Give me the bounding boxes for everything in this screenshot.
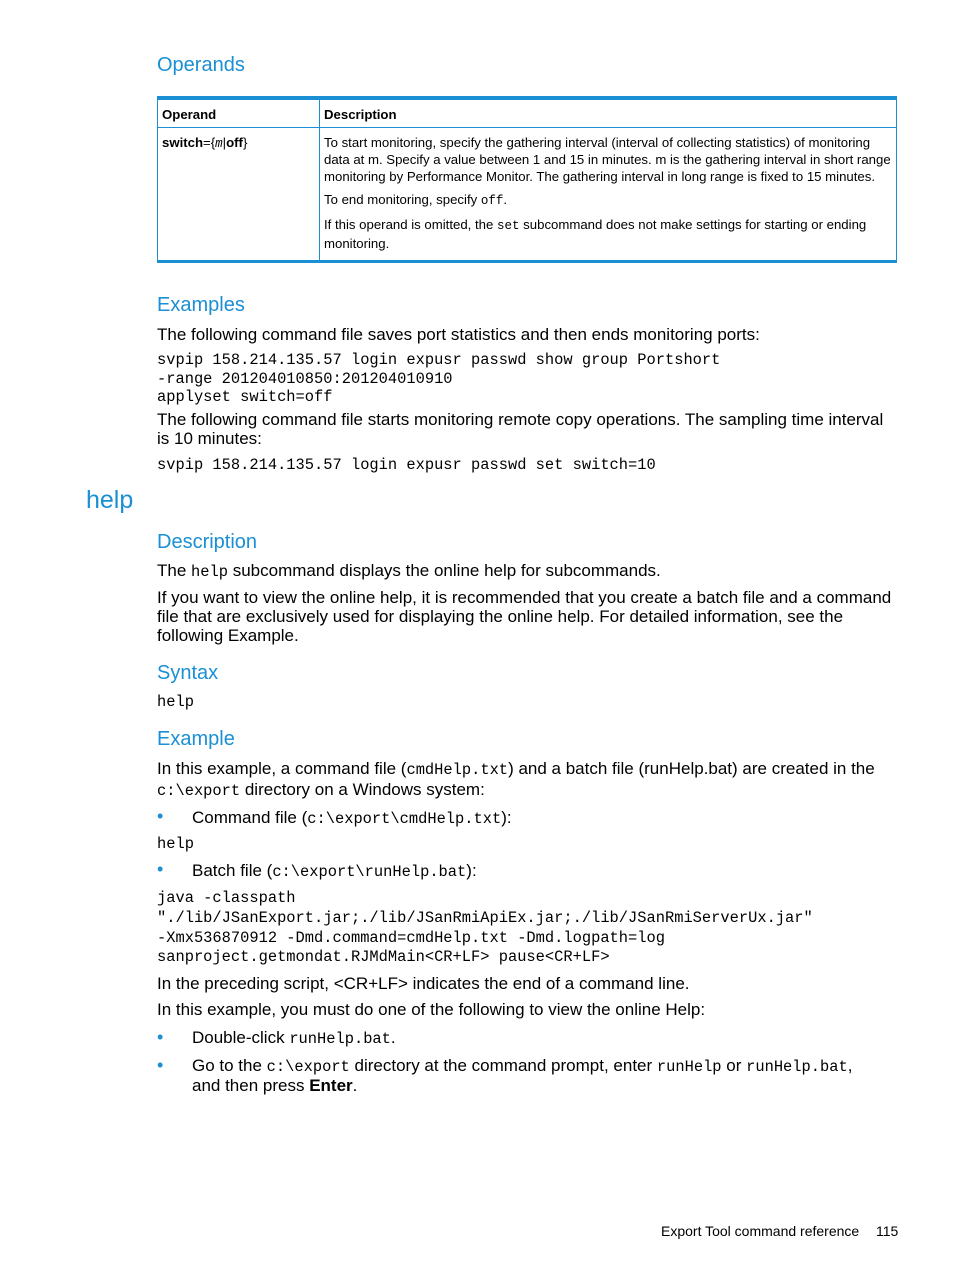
footer-section-title: Export Tool command reference — [661, 1223, 860, 1239]
bullet-double-click: Double-click runHelp.bat. — [192, 1028, 396, 1048]
col-operand-header: Operand — [158, 98, 320, 128]
table-header-row — [158, 98, 897, 128]
description-paragraph-1: The help subcommand displays the online help for subcommands. — [157, 561, 661, 581]
syntax-code: help — [157, 693, 194, 711]
description-para: If this operand is omitted, the set subcommand does not make settings for starting or ending monitoring. — [324, 217, 867, 251]
bullet-command-file: Command file (c:\export\cmdHelp.txt): — [192, 808, 512, 828]
operands-heading: Operands — [157, 54, 245, 76]
examples-heading: Examples — [157, 294, 245, 316]
syntax-heading: Syntax — [157, 662, 219, 684]
example-paragraph-1: In this example, a command file (cmdHelp.txt) and a batch file (runHelp.bat) are created in the c:\export directory on a Windows system: — [157, 759, 875, 800]
description-para: To start monitoring, specify the gathering interval (interval of collecting statistics) of monitoring data at m. Specify a value between 1 and 15 in minutes. m is the gathering interval in short range monitoring by Performance Monitor. The gathering interval in long range is fixed to 15 minutes. — [324, 135, 891, 184]
operand-name: switch — [162, 135, 204, 150]
batch-file-code: java -classpath "./lib/JSanExport.jar;./lib/JSanRmiApiEx.jar;./lib/JSanRmiServerUx.jar" -Xmx536870912 -Dmd.command=cmdHelp.txt -Dmd.logpath=log sanproject.getmondat.RJMdMain<CR+LF> pause<CR+LF> — [157, 889, 813, 967]
description-heading: Description — [157, 531, 258, 553]
bullet-icon: • — [157, 806, 164, 826]
description-paragraph-2: If you want to view the online help, it is recommended that you create a batch file and a command file that are exclusively used for displaying the online help. For detailed information, see the following Example. — [157, 588, 892, 645]
example-paragraph-3: In this example, you must do one of the following to view the online Help: — [157, 1000, 706, 1019]
operand-var: m — [215, 137, 223, 151]
description-para: To end monitoring, specify off. — [324, 192, 508, 208]
examples-paragraph-1: The following command file saves port statistics and then ends monitoring ports: — [157, 325, 760, 344]
example-heading: Example — [157, 728, 235, 750]
bullet-batch-file: Batch file (c:\export\runHelp.bat): — [192, 861, 477, 881]
bullet-icon: • — [157, 859, 164, 879]
examples-code-1: svpip 158.214.135.57 login expusr passwd show group Portshort -range 201204010850:201204010910 applyset switch=off — [157, 351, 721, 406]
description-cell — [320, 128, 897, 262]
examples-code-2: svpip 158.214.135.57 login expusr passwd set switch=10 — [157, 456, 656, 474]
operand-cell: switch={m|off} — [158, 128, 320, 262]
example-paragraph-2: In the preceding script, <CR+LF> indicates the end of a command line. — [157, 974, 690, 993]
command-file-code: help — [157, 835, 194, 853]
examples-paragraph-2: The following command file starts monitoring remote copy operations. The sampling time interval is 10 minutes: — [157, 410, 884, 448]
col-description-header: Description — [320, 98, 897, 128]
operand-off: off — [226, 135, 243, 150]
table-row — [158, 128, 897, 262]
operands-table — [157, 96, 897, 263]
bullet-go-to-directory-line-2: and then press Enter. — [192, 1076, 358, 1095]
bullet-icon: • — [157, 1055, 164, 1075]
help-title: help — [86, 486, 134, 514]
page-number: 115 — [876, 1223, 899, 1239]
bullet-go-to-directory: Go to the c:\export directory at the command prompt, enter runHelp or runHelp.bat, — [192, 1056, 853, 1076]
bullet-icon: • — [157, 1027, 164, 1047]
